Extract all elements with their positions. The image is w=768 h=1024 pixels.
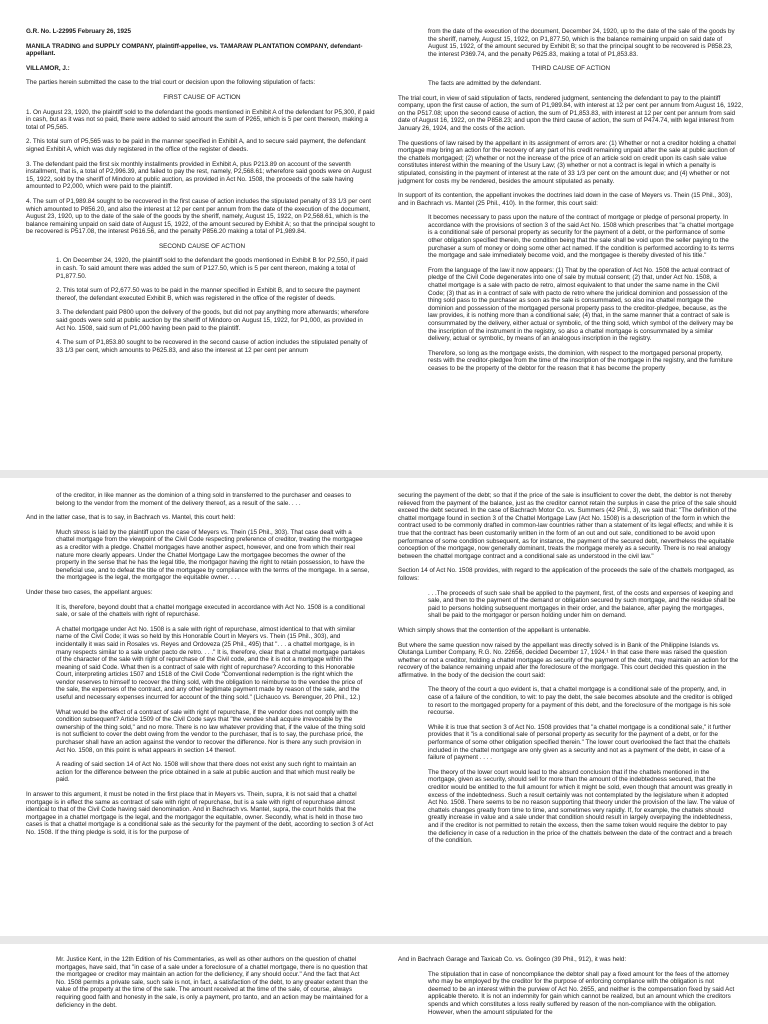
paragraph: 2. This total sum of P5,565 was to be paid in the manner specified in Exhibit A, and to secure said payment, the defendant signed Exhibit A, which was duly registered in the office of the register of deeds.	[26, 138, 366, 153]
quoted-paragraph: It becomes necessary to pass upon the nature of the contract of mortgage or pledge of personal property. In accordance with the provisions of section 3 of the said Act No. 1508 which prescribes that "a chattel mortgage is a conditional sale of personal property as security for the payment of a debt, or the performance of some other obligation specified therein, the condition being that the sale shall be void upon the seller paying to the purchaser a sum of money or doing some other act named. If the condition is performed according to its terms the mortgage and sale immediately become void, and the mortgagee is thereby divested of his title."	[428, 214, 735, 260]
paragraph: The parties herein submitted the case to the trial court or decision upon the following stipulation of facts:	[26, 79, 316, 87]
document-page-2	[0, 478, 768, 936]
page1-right-column	[398, 0, 744, 470]
quoted-paragraph: . . .The proceeds of such sale shall be applied to the payment, first, of the costs and expenses of keeping and sale, and then to the payment of the demand or obligation secured by such mortgage, and the residue shall be paid to persons holding subsequent mortgages in their order, and the balance, after paying the mortgages, shall be paid to the mortgagor or person holding under him on demand.	[428, 589, 736, 620]
document-page-1	[0, 0, 768, 470]
quoted-paragraph: What would be the effect of a contract of sale with right of repurchase, if the vendor does not comply with the condition subsequent? Article 1509 of the Civil Code says that "the vendee shall acquire irrevocable by the ownership of the thing sold," and no more. There is no law whatever providing that, if the value of the thing sold is not sufficient to cover the debt owing from the vendor to the purchaser, that is to say, the purchase price, the purchaser shall have an action against the vendor to recover the difference. Nor is there any such provision in Act No. 1508, on this point is what appears in section 14 thereof.	[56, 708, 366, 754]
paragraph: securing the payment of the debt; so that if the price of the sale is insufficient to cover the debt, the debtor is not thereby relieved from the payment of the balance, just as the creditor cannot retain the surplus in case the price of the sale should exceed the debt secured. In the case of Bachrach Motor Co. vs. Summers (42 Phil., 3), we said that: "The definition of the chattel mortgage found in section 3 of the Chattel Mortgage Law (Act No. 1508) is a description of the form in which the contract used to be commonly drafted in common-law countries rather than a statement of its legal effects; and while it is true that the contract has been customarily written in the form of an out and out sale, conditioned to be avoid upon performance of some condition subsequent, as for instance, the payment of the secured debt, nevertheless the equitable conception of the mortgage, now generally dominant, treats the mortgage merely as a security. There is no real analogy between the chattel mortgage contract and a conditional sale as understood in the civil law."	[398, 492, 737, 560]
quoted-paragraph: From the language of the law it now appears: (1) That by the operation of Act No. 1508 the actual contract of pledge of the Civil Code degenerates into one of sale by mutual consent; (2) that, under Act No. 1508, a chattel mortgage is a sale with pacto de retro, almost equivalent to that under the same name in the Civil Code; (3) that as in a contract of sale with pacto de retro where the juridical dominion and possession of the thing sold pass to the purchaser as soon as the sale is consummated, so also ina chattel mortgage the dominion and possession of the mortgaged personal property pass to the creditor-pledgee, because, as the law provides, it is nothing more than a conditional sale; (4) that, in the same manner that a contract of sale is consummated by the delivery, either actual or symbolic, of the thing sold, which symbol of the delivery may be the inscription of the instrument in the registry, so also a chattel mortgage is consummated by a similar delivery, actual or symbolic, by means of an analogous inscription in the registry.	[428, 266, 734, 343]
paragraph: MANILA TRADING and SUPPLY COMPANY, plaintiff-appellee, vs. TAMARAW PLANTATION COMPANY, defendant-appellant.	[26, 42, 363, 58]
paragraph: The questions of law raised by the appellant in its assignment of errors are: (1) Whether or not a creditor holding a chattel mortgage may bring an action for the recovery of any part of his credit remaining unpaid after the sale at public auction of the chattels mortgaged; (2) whether or not the increase of the price of an article sold on credit upon its cash sale value constitutes interest within the meaning of the Usury Law; (3) whether or not a contract is legal in which a penalty is stipulated, consisting in the payment of interest at the rate of 33 1/3 per cent on the amount due; and (4) whether or not judgment for costs my be rendered, besides the amount stipulated as penalty.	[398, 139, 736, 185]
quoted-paragraph: The theory of the lower court would lead to the absurd conclusion that if the chattels mentioned in the mortgage, given as security, should sell for more than the amount of the indebtedness secured, that the creditor would be entitled to the full amount for which it might be sold, even though that amount was greatly in excess of the indebtedness. Such a result certainly was not contemplated by the legislature when it adopted Act No. 1508. There seems to be no reason supporting that theory under the provision of the law. The value of chattels changes greatly from time to time, and sometimes very rapidly. If, for example, the chattels should greatly increase in value and a sale under that condition should result in largely overpaying the indebtedness, and if the creditor is not permitted to retain the excess, then the same token would require the debtor to pay the deficiency in case of a reduction in the price of the chattels between the date of the contract and a breach of the condition.	[428, 768, 735, 845]
page2-right-column	[398, 478, 744, 936]
page2-left-column	[26, 478, 378, 936]
quoted-paragraph: A chattel mortgage under Act No. 1508 is a sale with right of repurchase, almost identical to that with similar name of the Civil Code; it was so held by this Honorable Court in Meyers vs. Thein (15 Phil., 303), and incidentally it was said in Rosales vs. Reyes and Ordoveza (25 Phil., 495) that ". . . a chattel mortgage, is in many respects similar to a sale under pacto de retro. . . ." It is, therefore, clear that a chattel mortgage partakes of the character of the sale with right of repurchase of the Civil code, and the it is not a mortgage within the meaning of said Code. What then is a contract of sale with right of repurchase? According to this Honorable Court, interpreting articles 1507 and 1518 of the Civil Code "Conventional redemption is the right which the vendor reserves to himself to recover the thing sold, with the obligation to reimburse to the vendee the price of the sale, the expenses of the contract, and any other legitimate payment made by reason of the sale, and the useful and necessary expenses incurred for account of the thing sold." (Lichauco vs. Berenguer, 20 Phil., 12.)	[56, 625, 365, 702]
page1-left-column	[26, 0, 378, 470]
paragraph: G.R. No. L-22995 February 26, 1925	[26, 28, 131, 35]
quoted-paragraph: 1. On December 24, 1920, the plaintiff sold to the defendant the goods mentioned in Exhibit B for P2,550, if paid in cash. To said amount there was added the sum of P127.50, which is 5 per cent thereon, making a total of P1,877.50.	[56, 257, 368, 280]
page3-left-column	[26, 944, 378, 1024]
paragraph: 4. The sum of P1,989.84 sought to be recovered in the first cause of action includes the stipulated penalty of 33 1/3 per cent which amounted to P856.20, and also the interest at 12 per cent per annum from the date of the execution of the document, August 23, 1920, up to the date of the sale of the goods by the sheriff, namely, August 15, 1922, on P2,568.61, which is the balance remaining unpaid on said date of August 15, 1922, of the amount secured by Exhibit A; so that the principal sought to be recovered is P517.08, the interest P616.56, and the penalty P856.20 making a total of P1,989.84.	[26, 197, 376, 236]
paragraph: Section 14 of Act No. 1508 provides, with regard to the application of the proceeds the sale of the chattels mortgaged, as follows:	[398, 567, 735, 582]
quoted-paragraph: 3. The defendant paid P800 upon the delivery of the goods, but did not pay anything more afterwards; wherefore said goods were sold at public auction by the sheriff of Mindoro on August 15, 1922, for P1,000, as provided in Act No. 1508, said sum of P1,000 having been paid to the plaintiff.	[56, 309, 369, 332]
quoted-paragraph: Much stress is laid by the plaintiff upon the case of Meyers vs. Thein (15 Phil., 303). That case dealt with a chattel mortgage from the viewpoint of the Civil Code respecting preference of creditor, treating the mortgagee as a creditor with a pledge. Chattel mortgages have another aspect, however, and one from which their real nature more clearly appears. Under the Chattel Mortgage Law the mortgagee becomes the owner of the property in the sense that he has the legal title, the mortgagor having the right to retain possession, to have the beneficial use, and to defeat the title of the mortgagee by compliance with the terms of the mortgage. In a sense, the mortgagee is the legal, the mortgagor the equitable owner. . . .	[56, 528, 370, 582]
quoted-paragraph: Therefore, so long as the mortgage exists, the dominion, with respect to the mortgaged personal property, rests with the creditor-pledgee from the time of the inscription of the mortgage in the registry, and the furniture ceases to be the property of the debtor for the reason that it has become the property	[428, 349, 733, 372]
paragraph: 1. On August 23, 1920, the plaintiff sold to the defendant the goods mentioned in Exhibit A of the defendant for P5,300, if paid in cash, but as it was not so paid, there were added to said amount the sum of P265, which is 5 per cent thereon, making a total of P5,565.	[26, 108, 375, 131]
section-heading: THIRD CAUSE OF ACTION	[531, 65, 611, 73]
paragraph: Which simply shows that the contention of the appellant is untenable.	[398, 626, 591, 634]
section-heading: SECOND CAUSE OF ACTION	[158, 242, 246, 250]
quoted-paragraph: of the creditor, in like manner as the dominion of a thing sold in transferred to the purchaser and ceases to belong to the vendor from the moment of the delivery thereof, as a result of the sale. . . .	[56, 492, 352, 507]
quoted-paragraph: Mr. Justice Kent, in the 12th Edition of his Commentaries, as well as other authors on the question of chattel mortgages, have said, that "in case of a sale under a foreclosure of a chattel mortgage, there is no question that the mortgagee or creditor may maintain an action for the deficiency, if any should occur." And the fact that Act No. 1508 permits a private sale, such sale is not, in fact, a satisfaction of the debt, to any greater extent than the value of the property at the time of the sale. The amount received at the time of the sale, of course, always requiring good faith and honesty in the sale, is only a payment, pro tanto, and an action may be maintained for a deficiency in the debt.	[56, 956, 368, 1009]
quoted-paragraph: It is, therefore, beyond doubt that a chattel mortgage executed in accordance with Act No. 1508 is a conditional sale, or sale of the chattels with right of repurchase.	[56, 603, 365, 619]
paragraph: VILLAMOR, J.:	[26, 64, 70, 72]
paragraph: 3. The defendant paid the first six monthly installments provided in Exhibit A, plus P213.89 on account of the seventh installment, that is, a total of P2,996.39, and failed to pay the rest, namely, P2,568.61; wherefore said goods were on August 15, 1922, sold by the sheriff of Mindoro at public auction, as provided in Act No. 1508, the proceeds of the sale having amounted to P2,000, which were paid to the plaintiff.	[26, 160, 372, 191]
document-page-3	[0, 944, 768, 1024]
paragraph: But where the same question now raised by the appellant was directly solved is in Bank of the Philippine Islands vs. Olutanga Lumber Company, R.G. No. 22656, decided December 17, 1924.¹ In that case there was raised the question whether or not a creditor, holding a chattel mortgage as security of the payment of the debt, may maintain an action for the recovery of the balance remaining unpaid after the foreclosure of the mortgage. This court decided this question in the affirmative. In the body of the decision the court said:	[398, 641, 739, 679]
paragraph: And in the latter case, that is to say, in Bachrach vs. Mantel, this court held:	[26, 514, 236, 522]
paragraph: In support of its contention, the appellant invokes the doctrines laid down in the case of Meyers vs. Thein (15 Phil., 303), and in Bachrach vs. Mantel (25 Phil., 410). In the former, this court said:	[398, 192, 733, 207]
page3-right-column	[398, 944, 744, 1024]
quoted-paragraph: 2. This total sum of P2,677.50 was to be paid in the manner specified in Exhibit B, and to secure the payment thereof, the defendant executed Exhibit B, which was registered in the office of the register of deeds.	[56, 287, 361, 302]
paragraph: Under these two cases, the appellant argues:	[26, 588, 153, 596]
quoted-paragraph: from the date of the execution of the document, December 24, 1920, up to the date of the sale of the goods by the sheriff, namely, August 15, 1922, on P1,877.50, which is the balance remaining unpaid on said date of August 15, 1922, of the amount secured by Exhibit B; so that the principal sought to be recovered is P858.23, the interest P369.74, and the penalty P625.83, making a total of P1,853.83.	[428, 28, 735, 58]
paragraph: And in Bachrach Garage and Taxicab Co. vs. Golingco (39 Phil., 912), it was held:	[398, 956, 627, 963]
paragraph: The trial court, in view of said stipulation of facts, rendered judgment, sentencing the defendant to pay to the plaintiff company, upon the first cause of action, the sum of P1,989.84, with interest at 12 per cent per annum from August 16, 1922, on the P517.08; upon the second cause of action, the sum of P1,853.83, with interest at 12 per cent per annum from said date of August 16, 1922, on the P858.23; and upon the third cause of action, the sum of P474.74, with legal interest from January 26, 1924, and the costs of the action.	[398, 94, 744, 132]
quoted-paragraph: A reading of said section 14 of Act No. 1508 will show that there does not exist any such right to maintain an action for the difference between the price obtained in a sale at public auction and that which must really be paid.	[56, 761, 357, 784]
quoted-paragraph: The facts are admitted by the defendant.	[428, 79, 542, 87]
quoted-paragraph: The stipulation that in case of noncompliance the debtor shall pay a fixed amount for the fees of the attorney who may be employed by the creditor for the purpose of enforcing compliance with the obligation is not deemed to be an interest within the purview of Act No. 2655, and neither is the compensation fixed by said Act applicable thereto. It is not an indemnity for gain which cannot be realized, but an amount which the creditors spends and which constitutes a loss really suffered by reason of the non-compliance with the obligation. However, when the amount stipulated for the	[428, 970, 735, 1016]
quoted-paragraph: The theory of the court a quo evident is, that a chattel mortgage is a conditional sale of the property, and, in case of a failure of the condition, to wit: to pay the debt, the sale becomes absolute and the creditor is obliged to resort to the mortgaged property for a payment of this debt, and the foreclosure of the mortgage is his sole recourse.	[428, 686, 733, 717]
quoted-paragraph: While it is true that section 3 of Act No. 1508 provides that "a chattel mortgage is a conditional sale," it further provides that it "is a conditional sale of personal property as security for the payment of a debt, or for the performance of some other obligation specified therein." The lower court overlooked the fact that the chattels included in the chattel mortgage are only given as a security and not as a payment of the debt, in case of a failure of payment . . . .	[428, 723, 732, 762]
paragraph: In answer to this argument, it must be noted in the first place that in Meyers vs. Thein, supra, it is not said that a chattel mortgage is in effect the same as contract of sale with right of repurchase, but is a sale with right of repurchase almost identical to that of the Civil Code having said denomination. And in Bachrach vs. Mantel, supra, the court holds that the mortgagee in a chattel mortgage is the legal, and the mortgagor the equitable, owner. Secondly, what is held in those two cases is that a chattel mortgage is a conditional sale as the security for the payment of the debt, according to section 3 of Act No. 1508. If the thing pledge is sold, it is for the purpose of	[26, 791, 374, 836]
section-heading: FIRST CAUSE OF ACTION	[163, 93, 241, 101]
quoted-paragraph: 4. The sum of P1,853.80 sought to be recovered in the second cause of action includes the stipulated penalty of 33 1/3 per cent, which amounts to P625.83, and also the interest at 12 per cent per annum	[56, 339, 368, 354]
